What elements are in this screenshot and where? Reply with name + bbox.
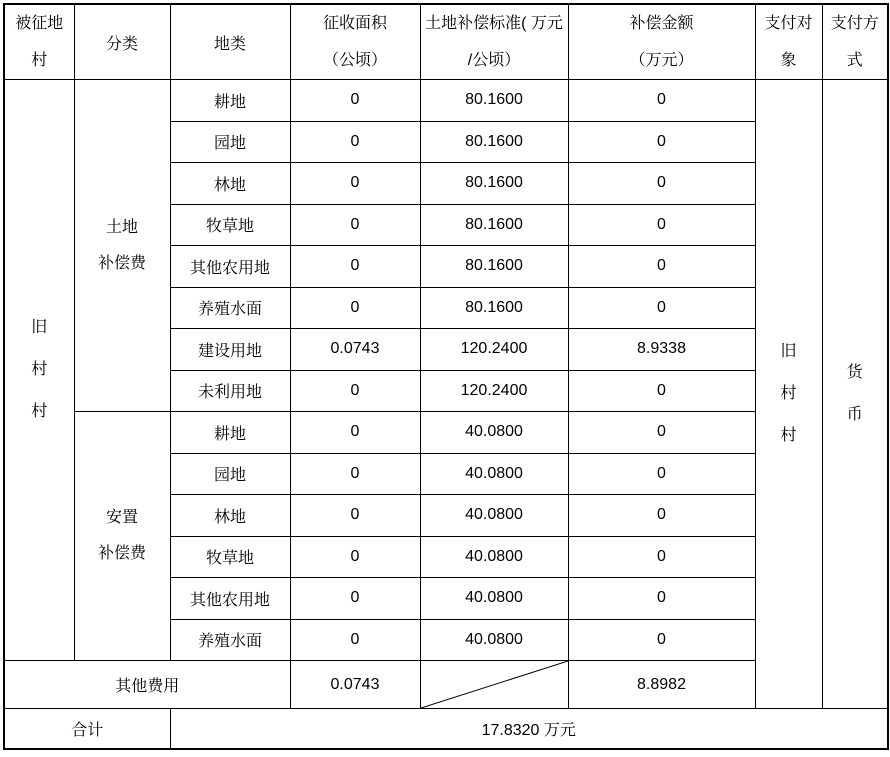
other-fees-area: 0.0743 — [290, 661, 420, 709]
header-category: 分类 — [74, 4, 170, 80]
section-land-compensation: 土地 补偿费 — [74, 80, 170, 412]
cell-standard: 80.1600 — [420, 246, 568, 288]
cell-area: 0 — [290, 80, 420, 122]
cell-area: 0 — [290, 121, 420, 163]
cell-land: 未利用地 — [170, 370, 290, 412]
section-resettlement-compensation: 安置 补偿费 — [74, 412, 170, 661]
header-area — [290, 4, 420, 80]
header-line: （公顷） — [322, 52, 387, 69]
cell-area: 0 — [290, 370, 420, 412]
cell-area: 0 — [290, 619, 420, 661]
cell-amount: 0 — [568, 453, 755, 495]
cell-amount: 0 — [568, 287, 755, 329]
other-fees-label: 其他费用 — [4, 661, 290, 709]
header-amount — [568, 4, 755, 80]
cell-land: 养殖水面 — [170, 287, 290, 329]
header-line: 式 — [846, 52, 863, 69]
cell-amount: 0 — [568, 121, 755, 163]
header-line: /公顷） — [467, 52, 521, 69]
cell-amount: 0 — [568, 619, 755, 661]
cell-amount: 0 — [568, 536, 755, 578]
header-village — [4, 4, 74, 80]
payee-cell: 旧 村 村 — [755, 80, 822, 709]
village-cell: 旧 村 村 — [4, 80, 74, 661]
cell-standard: 80.1600 — [420, 287, 568, 329]
header-line: 支付方 — [830, 15, 879, 32]
cell-area: 0 — [290, 246, 420, 288]
cell-amount: 0 — [568, 80, 755, 122]
cell-area: 0 — [290, 453, 420, 495]
cell-amount: 0 — [568, 204, 755, 246]
header-method — [822, 4, 888, 80]
cell-area: 0 — [290, 536, 420, 578]
cell-land: 其他农用地 — [170, 246, 290, 288]
diagonal-cell — [420, 661, 568, 709]
cell-standard: 80.1600 — [420, 80, 568, 122]
cell-amount: 0 — [568, 495, 755, 537]
cell-amount: 0 — [568, 578, 755, 620]
cell-land: 耕地 — [170, 412, 290, 454]
cell-land: 牧草地 — [170, 204, 290, 246]
cell-land: 林地 — [170, 163, 290, 205]
other-fees-amount: 8.8982 — [568, 661, 755, 709]
cell-standard: 120.2400 — [420, 370, 568, 412]
cell-area: 0 — [290, 412, 420, 454]
header-line: 被征地 — [15, 15, 64, 32]
header-line: 支付对 — [764, 15, 813, 32]
cell-area: 0 — [290, 495, 420, 537]
total-row — [4, 709, 888, 749]
cell-area: 0 — [290, 204, 420, 246]
header-line: 补偿金额 — [629, 15, 694, 32]
cell-standard: 40.0800 — [420, 578, 568, 620]
cell-standard: 40.0800 — [420, 536, 568, 578]
cell-standard: 40.0800 — [420, 453, 568, 495]
header-land-type: 地类 — [170, 4, 290, 80]
header-line: （万元） — [629, 52, 694, 69]
land-compensation-table — [3, 3, 889, 750]
total-value: 17.8320 万元 — [170, 709, 888, 749]
cell-land: 建设用地 — [170, 329, 290, 371]
header-payee — [755, 4, 822, 80]
cell-area: 0.0743 — [290, 329, 420, 371]
cell-land: 耕地 — [170, 80, 290, 122]
total-label: 合计 — [4, 709, 170, 749]
header-standard — [420, 4, 568, 80]
cell-land: 养殖水面 — [170, 619, 290, 661]
cell-amount: 8.9338 — [568, 329, 755, 371]
cell-land: 牧草地 — [170, 536, 290, 578]
cell-area: 0 — [290, 163, 420, 205]
header-line: 土地补偿标准( 万元 — [425, 15, 563, 32]
table-row — [4, 80, 888, 122]
header-line: 象 — [780, 52, 797, 69]
cell-amount: 0 — [568, 163, 755, 205]
method-cell: 货 币 — [822, 80, 888, 709]
cell-standard: 120.2400 — [420, 329, 568, 371]
cell-standard: 80.1600 — [420, 204, 568, 246]
cell-amount: 0 — [568, 246, 755, 288]
cell-amount: 0 — [568, 412, 755, 454]
cell-amount: 0 — [568, 370, 755, 412]
cell-area: 0 — [290, 578, 420, 620]
cell-land: 园地 — [170, 453, 290, 495]
cell-land: 园地 — [170, 121, 290, 163]
cell-standard: 40.0800 — [420, 495, 568, 537]
diagonal-slash-icon — [421, 661, 568, 708]
cell-land: 其他农用地 — [170, 578, 290, 620]
header-line: 征收面积 — [322, 15, 387, 32]
cell-standard: 40.0800 — [420, 619, 568, 661]
cell-land: 林地 — [170, 495, 290, 537]
cell-standard: 40.0800 — [420, 412, 568, 454]
header-line: 村 — [31, 52, 48, 69]
cell-area: 0 — [290, 287, 420, 329]
cell-standard: 80.1600 — [420, 121, 568, 163]
cell-standard: 80.1600 — [420, 163, 568, 205]
header-row — [4, 4, 888, 80]
